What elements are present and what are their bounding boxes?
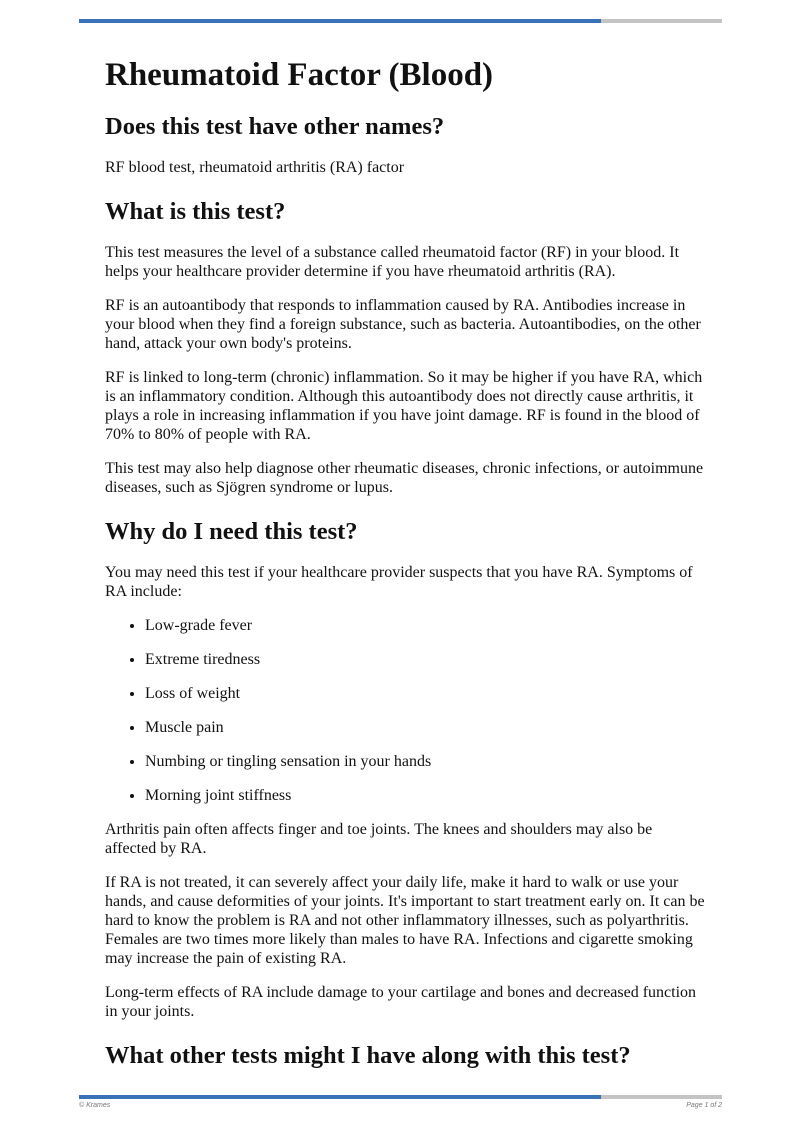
footer-copyright: © Krames [79,1102,111,1109]
footer-rule [79,1095,722,1099]
list-item: • Morning joint stiffness [145,786,705,805]
paragraph: RF is an autoantibody that responds to inflammation caused by RA. Antibodies increase in your blood when they find a foreign substance, such as bacteria. Autoantibodies, on the other hand, attack your own body's proteins. [105,297,701,352]
paragraph: RF is linked to long-term (chronic) inflammation. So it may be higher if you have RA, which is an inflammatory condition. Although this autoantibody does not directly cause arthritis, it plays a role in increasing inflammation if you have joint damage. RF is found in the blood of 70% to 80% of people with RA. [105,369,703,443]
header-rule [79,19,722,23]
list-item: • Muscle pain [145,718,705,737]
list-item: • Numbing or tingling sensation in your hands [145,752,705,771]
paragraph: You may need this test if your healthcare provider suspects that you have RA. Symptoms of RA include: [105,564,693,600]
list-item: • Extreme tiredness [145,650,705,669]
footer-page-number: Page 1 of 2 [686,1102,722,1109]
paragraph: RF blood test, rheumatoid arthritis (RA) factor [105,159,405,176]
document-body [105,52,705,1073]
list-item: • Low-grade fever [145,616,705,635]
list-item: • Loss of weight [145,684,705,703]
paragraph: If RA is not treated, it can severely affect your daily life, make it hard to walk or use your hands, and cause deformities of your joints. It's important to start treatment early on. It can be hard to know the problem is RA and not other inflammatory illnesses, such as polyarthritis. Females are two times more likely than males to have RA. Infections and cigarette smoking may increase the pain of existing RA. [105,874,705,967]
paragraph: Arthritis pain often affects finger and toe joints. The knees and shoulders may also be affected by RA. [105,821,653,857]
paragraph: This test measures the level of a substance called rheumatoid factor (RF) in your blood. It helps your healthcare provider determine if you have rheumatoid arthritis (RA). [105,244,680,280]
page-title: Rheumatoid Factor (Blood) [105,57,494,93]
symptom-list [105,616,705,805]
paragraph: This test may also help diagnose other rheumatic diseases, chronic infections, or autoimmune diseases, such as Sjögren syndrome or lupus. [105,460,704,496]
section-heading-what-is: What is this test? [105,198,286,225]
header-rule-track [601,19,722,23]
section-heading-other-tests: What other tests might I have along with this test? [105,1042,631,1069]
section-heading-why-need: Why do I need this test? [105,518,358,545]
footer-rule-accent [79,1095,601,1099]
paragraph: Long-term effects of RA include damage to your cartilage and bones and decreased function in your joints. [105,984,697,1020]
section-heading-other-names: Does this test have other names? [105,113,445,140]
header-rule-accent [79,19,601,23]
footer-rule-track [601,1095,722,1099]
